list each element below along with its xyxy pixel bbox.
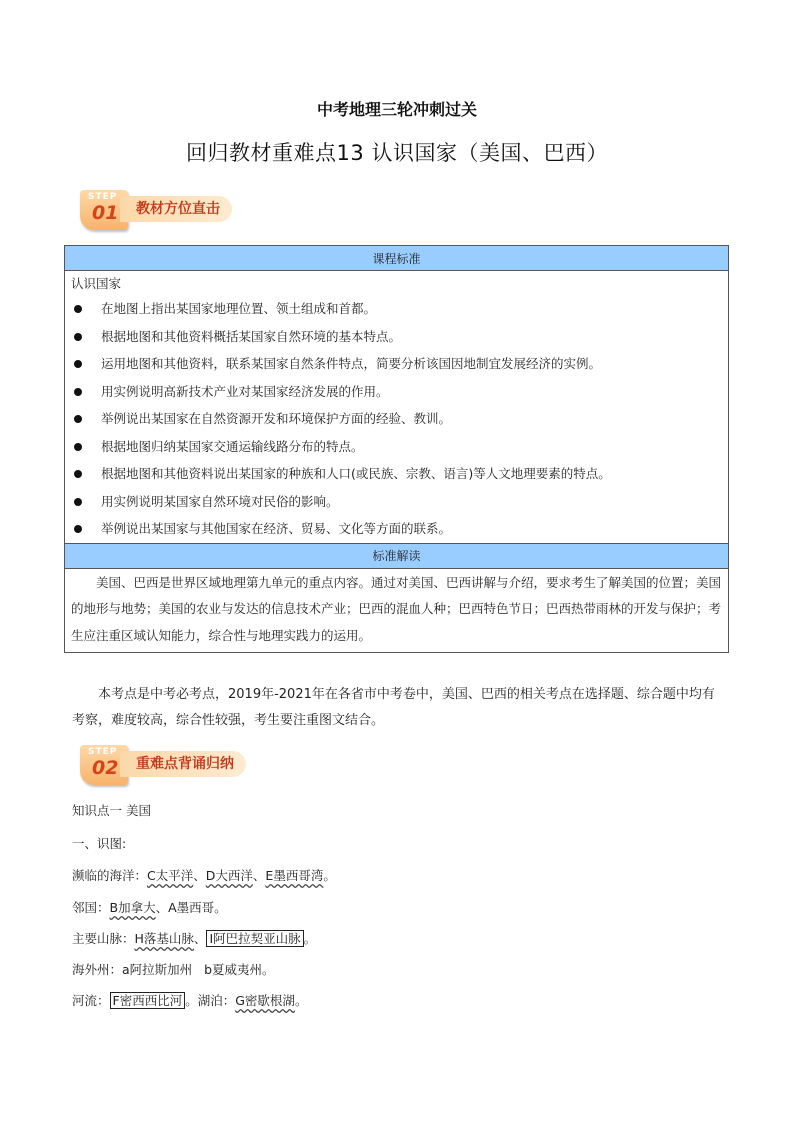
exam-note-paragraph: 本考点是中考必考点，2019年-2021年在各省市中考卷中，美国、巴西的相关考点在选择题、综合题中均有考察，难度较高，综合性较强，考生要注重图文结合。 <box>72 687 715 728</box>
standard-list <box>71 295 722 543</box>
list-item: 用实例说明高新技术产业对某国家经济发展的作用。 <box>71 378 722 406</box>
step-label: 教材方位直击 <box>120 196 232 222</box>
section-heading: 一、识图: <box>72 836 127 851</box>
list-item: 根据地图和其他资料概括某国家自然环境的基本特点。 <box>71 323 722 351</box>
list-item: 举例说出某国家与其他国家在经济、贸易、文化等方面的联系。 <box>71 515 722 543</box>
oceans-line: 濒临的海洋：C太平洋、D大西洋、E墨西哥湾。 <box>72 868 336 883</box>
standard-intro: 认识国家 <box>71 276 122 291</box>
list-item: 在地图上指出某国家地理位置、领土组成和首都。 <box>71 295 722 323</box>
standard-cell <box>65 271 729 544</box>
list-item: 用实例说明某国家自然环境对民俗的影响。 <box>71 488 722 516</box>
page-subtitle: 中考地理三轮冲刺过关 <box>316 100 477 119</box>
step-02-banner <box>80 745 280 783</box>
table-header-interpretation: 标准解读 <box>65 543 729 568</box>
step-badge: STEP 02 <box>80 745 128 785</box>
step-badge: STEP 01 <box>80 190 128 230</box>
list-item: 根据地图归纳某国家交通运输线路分布的特点。 <box>71 433 722 461</box>
neighbors-line: 邻国：B加拿大、A墨西哥。 <box>72 900 227 915</box>
list-item: 运用地图和其他资料，联系某国家自然条件特点，简要分析该国因地制宜发展经济的实例。 <box>71 350 722 378</box>
interpretation-text: 美国、巴西是世界区域地理第九单元的重点内容。通过对美国、巴西讲解与介绍，要求考生了解美国的位置；美国的地形与地势；美国的农业与发达的信息技术产业；巴西的混血人种；巴西特色节日；巴西热带雨林的开发与保护；考生应注重区域认知能力，综合性与地理实践力的运用。 <box>65 568 729 653</box>
step-01-banner <box>80 190 280 228</box>
rivers-lakes-line: 河流： F密西西比河 。湖泊：G密歇根湖。 <box>72 993 308 1008</box>
list-item: 根据地图和其他资料说出某国家的种族和人口(或民族、宗教、语言)等人文地理要素的特点。 <box>71 460 722 488</box>
mountains-line: 主要山脉：H落基山脉、 I阿巴拉契亚山脉 。 <box>72 931 317 946</box>
step-label: 重难点背诵归纳 <box>120 751 246 777</box>
table-header-standard: 课程标准 <box>65 246 729 271</box>
knowledge-point-title: 知识点一 美国 <box>72 803 151 818</box>
list-item: 举例说出某国家在自然资源开发和环境保护方面的经验、教训。 <box>71 405 722 433</box>
curriculum-table <box>64 245 729 653</box>
overseas-states-line: 海外州：a阿拉斯加州 b夏威夷州。 <box>72 962 275 977</box>
page-title: 回归教材重难点13 认识国家（美国、巴西） <box>186 141 608 165</box>
